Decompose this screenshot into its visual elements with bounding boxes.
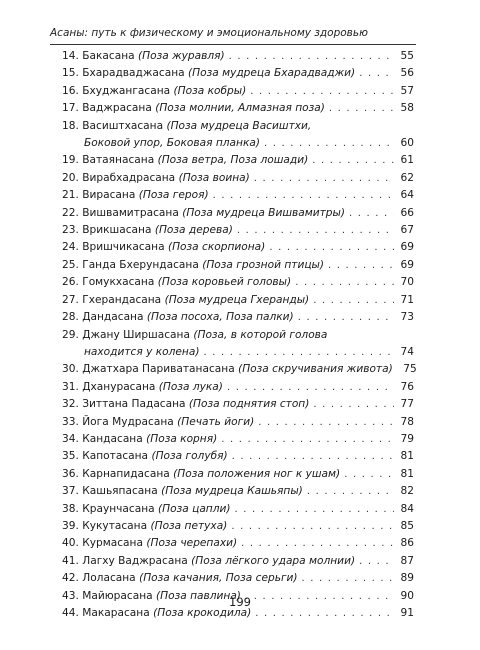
toc-entry-page: 75 — [403, 363, 417, 376]
toc-entry-number: 27. — [62, 293, 79, 306]
leader-dots — [213, 187, 394, 204]
toc-entry-page: 76 — [400, 380, 414, 393]
leader-dots — [359, 65, 394, 82]
toc-entry-page: 89 — [400, 572, 414, 585]
toc-entry-translation-cont: находится у колена) — [84, 345, 200, 358]
toc-entry — [62, 361, 417, 378]
toc-entry-name: Джану Ширшасана — [82, 328, 190, 341]
leader-dots — [344, 466, 394, 483]
leader-dots — [295, 274, 394, 291]
leader-dots — [264, 135, 394, 152]
leader-dots — [235, 501, 394, 518]
toc-entry-number: 18. — [62, 119, 79, 132]
toc-entry-translation: (Поза героя) — [138, 189, 209, 202]
toc-entry-translation: (Поза кобры) — [173, 84, 247, 97]
toc-entry-title — [62, 205, 345, 222]
toc-entry-title — [62, 170, 250, 187]
leader-dots — [313, 292, 394, 309]
toc-entry-number: 21. — [62, 189, 79, 202]
toc-entry — [62, 466, 414, 483]
toc-entry-number: 28. — [62, 311, 79, 324]
toc-entry-number: 36. — [62, 467, 79, 480]
toc-entry — [62, 553, 414, 570]
toc-entry-name: Дханурасана — [82, 380, 156, 393]
leader-dots — [307, 483, 394, 500]
toc-entry-name: Вирабхадрасана — [82, 171, 176, 184]
toc-entry-title — [62, 396, 309, 413]
toc-entry-page: 67 — [400, 224, 414, 237]
toc-entry-name: Лоласана — [82, 572, 136, 585]
toc-entry-name: Бхуджангасана — [82, 84, 171, 97]
toc-entry-number: 33. — [62, 415, 79, 428]
leader-dots — [313, 396, 394, 413]
toc-entry — [62, 483, 414, 500]
toc-entry-page: 70 — [400, 276, 414, 289]
page-number: 199 — [229, 595, 251, 609]
toc-entry-title — [62, 448, 228, 465]
leader-dots — [227, 379, 394, 396]
leader-dots — [229, 48, 394, 65]
toc-entry — [62, 414, 414, 431]
leader-dots — [298, 309, 394, 326]
toc-entry-page: 81 — [400, 467, 414, 480]
toc-entry-name: Бхарадваджасана — [82, 67, 185, 80]
toc-entry-translation: (Поза качания, Поза серьги) — [139, 572, 298, 585]
toc-entry-number: 43. — [62, 589, 79, 602]
toc-entry-number: 25. — [62, 258, 79, 271]
toc-entry-page: 90 — [400, 589, 414, 602]
toc-entry-number: 40. — [62, 537, 79, 550]
toc-entry-name: Краунчасана — [82, 502, 155, 515]
leader-dots — [359, 553, 394, 570]
toc-entry-translation: (Поза мудреца Бхарадваджи) — [188, 67, 356, 80]
toc-entry-number: 24. — [62, 241, 79, 254]
toc-entry-title — [62, 187, 209, 204]
toc-entry-page: 74 — [400, 345, 414, 358]
toc-entry-name: Майюрасана — [82, 589, 153, 602]
leader-dots — [269, 239, 394, 256]
toc-entry — [62, 327, 414, 344]
toc-entry-number: 37. — [62, 485, 79, 498]
leader-dots — [254, 170, 394, 187]
toc-entry-name: Вирасана — [82, 189, 136, 202]
toc-entry-number: 19. — [62, 154, 79, 167]
toc-entry-page: 60 — [400, 137, 414, 150]
toc-entry-name: Гхерандасана — [82, 293, 162, 306]
toc-entry-name: Лагху Ваджрасана — [82, 554, 188, 567]
toc-entry-name: Ваджрасана — [82, 102, 152, 115]
toc-entry-translation: (Поза корня) — [146, 432, 218, 445]
toc-entry-translation: (Печать йоги) — [177, 415, 255, 428]
toc-entry-page: 79 — [400, 432, 414, 445]
toc-entry-page: 73 — [400, 311, 414, 324]
toc-entry-page: 78 — [400, 415, 414, 428]
toc-entry-page: 56 — [400, 67, 414, 80]
toc-entry-page: 69 — [400, 241, 414, 254]
toc-entry — [62, 292, 414, 309]
toc-entry-name: Ватаянасана — [82, 154, 155, 167]
toc-entry-title — [62, 65, 355, 82]
toc-entry-translation: (Поза дерева) — [154, 224, 233, 237]
toc-entry-number: 26. — [62, 276, 79, 289]
toc-entry-number: 31. — [62, 380, 79, 393]
toc-entry-name: Джатхара Париватанасана — [82, 363, 235, 376]
toc-entry-title — [62, 553, 355, 570]
toc-entry-name: Макарасана — [82, 607, 150, 619]
toc-entry-number: 30. — [62, 363, 79, 376]
toc-entry-name: Кукутасана — [82, 519, 148, 532]
leader-dots — [203, 344, 394, 361]
toc-entry-name: Вришчикасана — [82, 241, 165, 254]
toc-entry-number: 34. — [62, 432, 79, 445]
toc-entry-number: 35. — [62, 450, 79, 463]
toc-entry-name: Зиттана Падасана — [82, 398, 186, 411]
toc-entry-name: Вишвамитрасана — [82, 206, 179, 219]
toc-entry-name: Бакасана — [82, 50, 135, 62]
toc-entry-name: Ганда Бхерундасана — [82, 258, 199, 271]
toc-entry-page: 87 — [400, 554, 414, 567]
toc-entry — [62, 431, 414, 448]
leader-dots — [258, 414, 394, 431]
toc-entry-title — [62, 431, 217, 448]
toc-entry-translation: (Поза ветра, Поза лошади) — [157, 154, 309, 167]
toc-entry-page: 85 — [400, 519, 414, 532]
toc-entry — [62, 100, 414, 117]
toc-entry-translation: (Поза скорпиона) — [167, 241, 266, 254]
toc-entry — [62, 448, 414, 465]
toc-entry-title — [62, 570, 298, 587]
toc-entry-title — [62, 239, 265, 256]
toc-entry-title — [62, 309, 294, 326]
leader-dots — [329, 100, 394, 117]
toc-entry-title — [62, 152, 308, 169]
toc-entry-number: 32. — [62, 398, 79, 411]
leader-dots — [328, 257, 394, 274]
toc-entry-title — [62, 414, 254, 431]
toc-entry-name: Курмасана — [82, 537, 143, 550]
toc-entry-name: Гомукхасана — [82, 276, 155, 289]
toc-entry-number: 15. — [62, 67, 79, 80]
toc-entry-number: 20. — [62, 171, 79, 184]
toc-entry — [62, 501, 414, 518]
toc-entry-name: Карнапидасана — [82, 467, 170, 480]
toc-entry-translation: (Поза поднятия стоп) — [188, 398, 310, 411]
toc-entry — [62, 118, 414, 135]
toc-entry-title — [62, 118, 311, 135]
toc-entry-number: 16. — [62, 84, 79, 97]
leader-dots — [221, 431, 394, 448]
toc-entry-translation: (Поза лука) — [158, 380, 223, 393]
toc-entry-continuation — [62, 135, 414, 152]
toc-entry-number: 22. — [62, 206, 79, 219]
toc-entry-page: 77 — [400, 398, 414, 411]
toc-entry-translation: (Поза скручивания живота) — [238, 363, 393, 376]
toc-entry-number: 23. — [62, 224, 79, 237]
toc-entry-translation: (Поза грозной птицы) — [202, 258, 325, 271]
toc-entry — [62, 309, 414, 326]
toc-entry-page: 82 — [400, 485, 414, 498]
toc-entry-number: 38. — [62, 502, 79, 515]
toc-entry-number: 14. — [62, 50, 79, 62]
toc-entry-name: Кашьяпасана — [82, 485, 158, 498]
toc-entry-page: 58 — [400, 102, 414, 115]
toc-entry-title — [62, 466, 340, 483]
toc-entry-page: 81 — [400, 450, 414, 463]
leader-dots — [231, 518, 394, 535]
toc-entry — [62, 187, 414, 204]
toc-entry-translation: (Поза журавля) — [138, 50, 225, 62]
toc-entry-page: 64 — [400, 189, 414, 202]
toc-entry-name: Капотасана — [82, 450, 149, 463]
toc-entry — [62, 396, 414, 413]
toc-entry — [62, 170, 414, 187]
toc-entry-title — [62, 100, 325, 117]
toc-entry — [62, 205, 414, 222]
toc-entry-title — [62, 361, 393, 378]
leader-dots — [302, 570, 394, 587]
toc-entry-title — [62, 83, 246, 100]
toc-entry-translation: (Поза молнии, Алмазная поза) — [155, 102, 325, 115]
leader-dots — [312, 152, 394, 169]
toc-entry-page: 71 — [400, 293, 414, 306]
toc-entry-title — [62, 501, 231, 518]
leader-dots — [241, 535, 394, 552]
toc-entry-translation: (Поза лёгкого удара молнии) — [191, 554, 356, 567]
toc-entry-number: 44. — [62, 607, 79, 619]
toc-entry-page: 62 — [400, 171, 414, 184]
toc-entry-translation: (Поза мудреца Васиштхи, — [166, 119, 312, 132]
toc-entry — [62, 222, 414, 239]
leader-dots — [237, 222, 394, 239]
toc-entry-translation: (Поза посоха, Поза палки) — [146, 311, 294, 324]
toc-entry-translation: (Поза воина) — [178, 171, 250, 184]
toc-entry — [62, 518, 414, 535]
toc-entry-translation: (Поза павлина) — [156, 589, 241, 602]
toc-entry-translation: (Поза крокодила) — [153, 607, 252, 619]
toc-entry-number: 17. — [62, 102, 79, 115]
toc-entry-page: 55 — [400, 50, 414, 62]
toc-entry — [62, 535, 414, 552]
leader-dots — [232, 448, 394, 465]
toc-entry-translation: (Поза положения ног к ушам) — [173, 467, 341, 480]
toc-entry-name: Васиштхасана — [82, 119, 164, 132]
toc-entry-translation-cont: Боковой упор, Боковая планка) — [84, 137, 260, 150]
toc-entry-title — [62, 327, 327, 344]
toc-entry-page: 91 — [400, 607, 414, 619]
leader-dots — [250, 83, 394, 100]
toc-entry-continuation — [62, 344, 414, 361]
toc-entry-title — [62, 379, 223, 396]
toc-entry-number: 41. — [62, 554, 79, 567]
toc-entry-name: Кандасана — [82, 432, 143, 445]
toc-entry — [62, 83, 414, 100]
toc-entry-name: Дандасана — [82, 311, 144, 324]
leader-dots — [349, 205, 394, 222]
toc-entry-title — [62, 483, 303, 500]
toc-entry-translation: (Поза коровьей головы) — [157, 276, 292, 289]
toc-entry — [62, 239, 414, 256]
toc-entry-translation: (Поза цапли) — [158, 502, 231, 515]
running-header: Асаны: путь к физическому и эмоциональному здоровью — [50, 27, 416, 45]
toc-entry-title — [62, 292, 309, 309]
toc-entry — [62, 379, 414, 396]
toc-entry-page: 84 — [400, 502, 414, 515]
toc-entry-number: 42. — [62, 572, 79, 585]
toc-entry-title — [62, 222, 233, 239]
table-of-contents — [62, 48, 417, 622]
toc-entry-title — [62, 535, 237, 552]
toc-entry-page: 61 — [400, 154, 414, 167]
toc-entry — [62, 65, 414, 82]
toc-entry-title — [62, 257, 324, 274]
toc-entry-translation: (Поза голубя) — [151, 450, 228, 463]
toc-entry-page: 86 — [400, 537, 414, 550]
toc-entry-name: Врикшасана — [82, 224, 152, 237]
toc-entry-title — [62, 518, 227, 535]
toc-entry-number: 39. — [62, 519, 79, 532]
toc-entry — [62, 257, 414, 274]
toc-entry-number: 29. — [62, 328, 79, 341]
toc-entry-page: 57 — [400, 84, 414, 97]
toc-entry-page: 69 — [400, 258, 414, 271]
toc-entry-title — [62, 48, 225, 65]
toc-entry-translation: (Поза мудреца Вишвамитры) — [182, 206, 346, 219]
toc-entry-translation: (Поза мудреца Кашьяпы) — [161, 485, 303, 498]
toc-entry-translation: (Поза петуха) — [150, 519, 228, 532]
toc-entry — [62, 274, 414, 291]
toc-entry — [62, 570, 414, 587]
toc-entry — [62, 48, 414, 65]
toc-entry-translation: (Поза мудреца Гхеранды) — [164, 293, 310, 306]
toc-entry-translation: (Поза черепахи) — [146, 537, 238, 550]
toc-entry-name: Йога Мудрасана — [82, 415, 174, 428]
toc-entry-page: 66 — [400, 206, 414, 219]
toc-entry-translation: (Поза, в которой голова — [193, 328, 328, 341]
toc-entry-title — [62, 274, 291, 291]
toc-entry — [62, 152, 414, 169]
